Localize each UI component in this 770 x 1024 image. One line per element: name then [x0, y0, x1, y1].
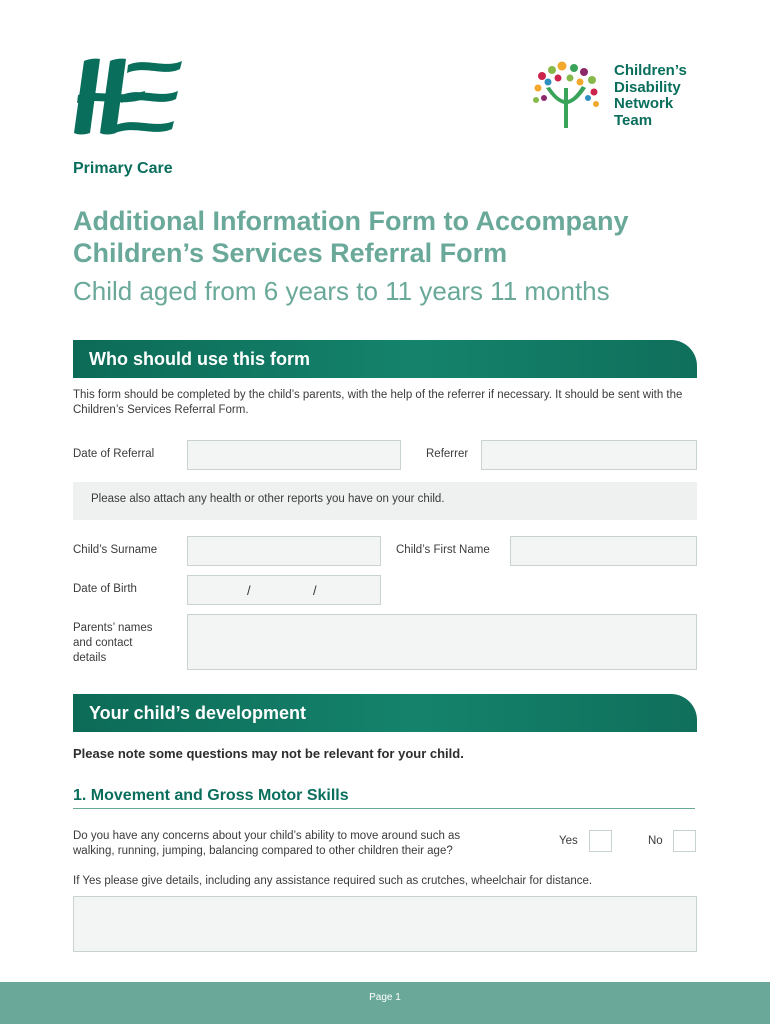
page-number: Page 1 — [369, 992, 401, 1003]
parents-label-line: Parents’ names — [73, 622, 153, 634]
relevance-note: Please note some questions may not be relevant for your child. — [73, 746, 464, 761]
first-name-label: Child’s First Name — [396, 544, 490, 556]
dob-separator: / — [313, 583, 317, 598]
form-title-line: Additional Information Form to Accompany — [73, 206, 629, 236]
yes-checkbox[interactable] — [589, 830, 612, 852]
movement-details-field[interactable] — [73, 896, 697, 952]
referrer-label: Referrer — [426, 448, 469, 460]
dob-separator: / — [247, 583, 251, 598]
page-footer — [0, 982, 770, 1024]
parents-label-line: and contact — [73, 637, 133, 649]
referrer-field[interactable] — [481, 440, 697, 470]
intro-text: This form should be completed by the child’s parents, with the help of the referrer if necessary. It should be sent with the Children’s Services Referral Form. — [73, 389, 683, 416]
parents-label-line: details — [73, 652, 107, 664]
cdn-logo-line: Network — [614, 95, 674, 112]
heading-divider — [73, 808, 695, 809]
movement-question — [73, 829, 543, 859]
cdn-tree-logo — [530, 58, 605, 130]
cdn-logo-line: Children’s — [614, 62, 687, 79]
cdn-logo-text — [614, 63, 714, 129]
cdn-logo-line: Disability — [614, 78, 681, 96]
section-banner-development: Your child’s development — [73, 694, 697, 732]
surname-label: Child’s Surname — [73, 544, 158, 556]
surname-field[interactable] — [187, 536, 381, 566]
movement-question-line: walking, running, jumping, balancing compared to other children their age? — [73, 845, 453, 857]
first-name-field[interactable] — [510, 536, 697, 566]
form-subtitle: Child aged from 6 years to 11 years 11 months — [73, 276, 610, 306]
section-banner-who: Who should use this form — [73, 340, 697, 378]
form-title-line: Children’s Services Referral Form — [73, 238, 508, 268]
yes-label: Yes — [559, 835, 578, 847]
form-title — [73, 205, 713, 269]
dob-field[interactable] — [187, 575, 381, 605]
cdn-logo-line: Team — [614, 111, 653, 129]
movement-question-line: Do you have any concerns about your child’s ability to move around such as — [73, 830, 461, 842]
parents-label — [73, 621, 152, 666]
dob-label: Date of Birth — [73, 583, 137, 595]
no-label: No — [648, 835, 663, 847]
hse-logo — [70, 55, 185, 137]
no-checkbox[interactable] — [673, 830, 696, 852]
parents-contact-field[interactable] — [187, 614, 697, 670]
movement-heading: 1. Movement and Gross Motor Skills — [73, 787, 349, 804]
date-of-referral-field[interactable] — [187, 440, 401, 470]
attach-reports-note: Please also attach any health or other reports you have on your child. — [73, 482, 697, 520]
date-of-referral-label: Date of Referral — [73, 448, 155, 460]
details-prompt: If Yes please give details, including any assistance required such as crutches, wheelchair for distance. — [73, 875, 593, 887]
primary-care-label: Primary Care — [73, 160, 173, 177]
